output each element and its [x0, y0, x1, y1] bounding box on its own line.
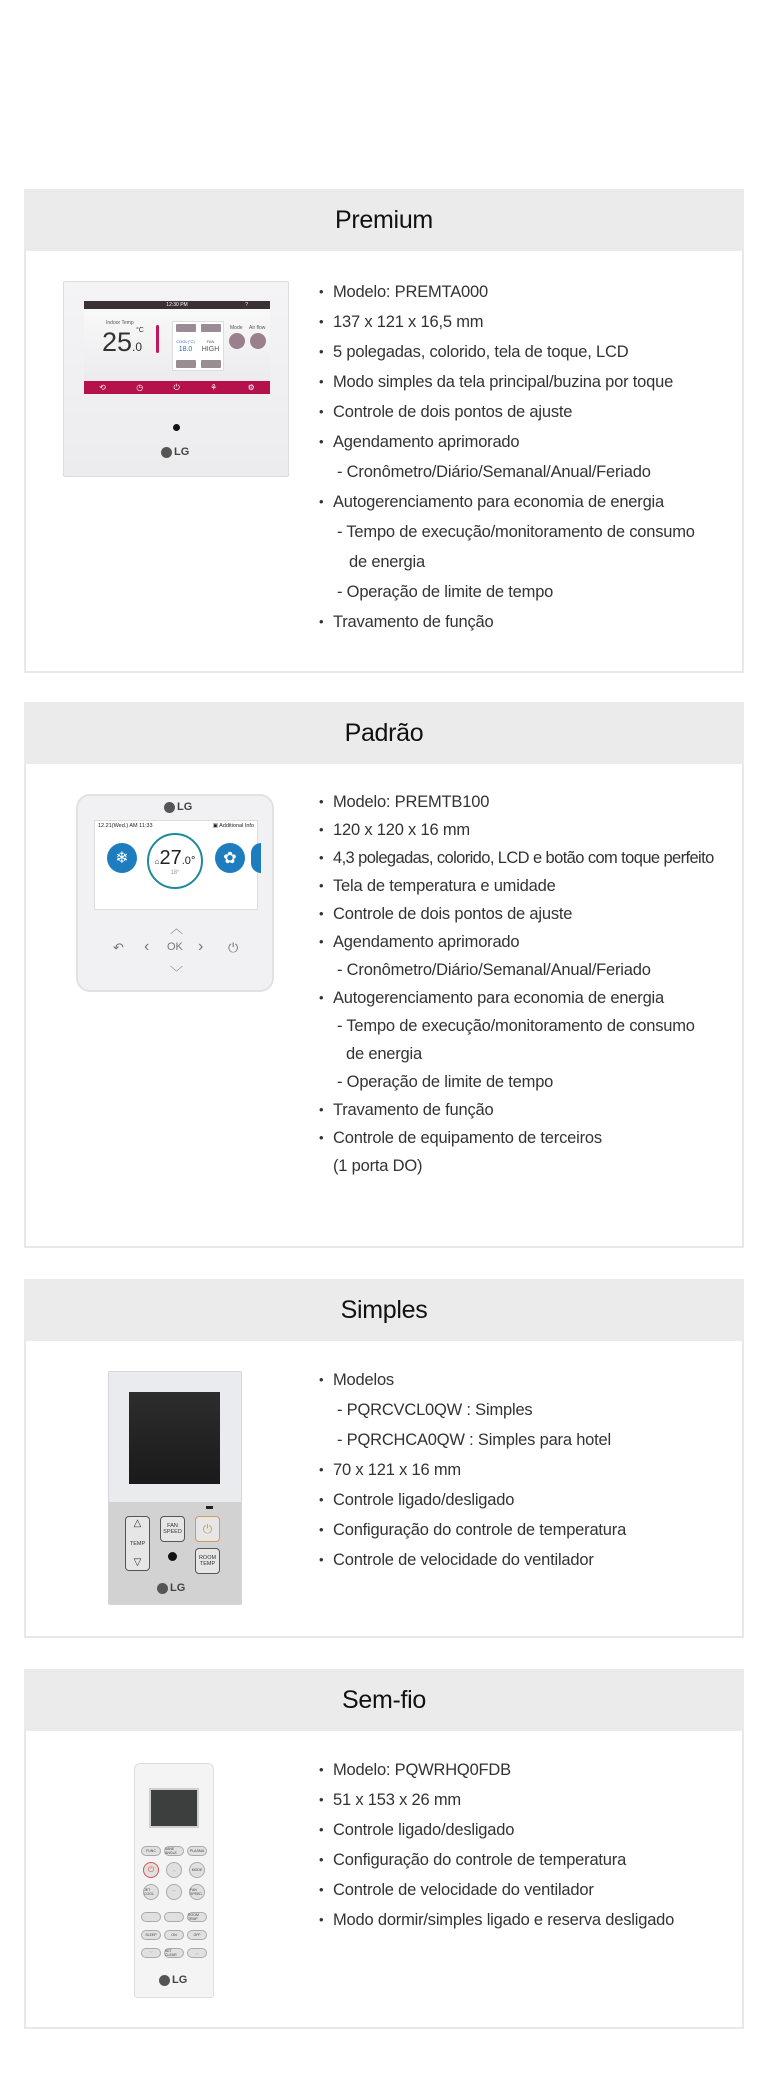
- power-button: ⏻: [195, 1516, 220, 1542]
- brand-label: LG: [170, 1582, 186, 1594]
- brand-label: LG: [174, 446, 190, 458]
- lg-logo: [159, 1974, 187, 1986]
- indicator-led: [206, 1506, 213, 1509]
- simple-controller-image: [108, 1371, 242, 1605]
- left-key: ‹: [144, 938, 150, 955]
- indoor-temp-label: Indoor Temp: [106, 320, 134, 326]
- temp-integer: 25: [102, 327, 133, 357]
- temp-up-button: ︿: [166, 1862, 182, 1878]
- spec-item: • 4,3 polegadas, colorido, LCD e botão com toque perfeito: [319, 844, 714, 872]
- settings-icon: ⚙: [247, 383, 255, 392]
- spec-continuation: (1 porta DO): [333, 1157, 423, 1175]
- brand-label: LG: [172, 1974, 188, 1986]
- section-premium: [24, 189, 744, 673]
- spec-item: • Modo dormir/simples ligado e reserva desligado: [319, 1905, 674, 1935]
- spec-item: • Controle de dois pontos de ajuste: [319, 900, 714, 928]
- timer-down-button: ﹀: [141, 1948, 161, 1958]
- plasma-button: PLASMA: [187, 1846, 207, 1856]
- timer-icon: ◷: [136, 383, 144, 392]
- additional-info: [213, 823, 254, 829]
- spec-continuation: de energia: [346, 1045, 422, 1063]
- temp-decimal: .0: [181, 854, 191, 867]
- spec-subitem: - Operação de limite de tempo: [337, 1073, 554, 1091]
- spec-item: • Tela de temperatura e umidade: [319, 872, 714, 900]
- lg-logo-icon: [161, 447, 172, 458]
- mode-button: MODE: [189, 1862, 205, 1878]
- spec-subitem: - Cronômetro/Diário/Semanal/Anual/Feriado: [337, 961, 651, 979]
- power-key: ⏻: [228, 940, 239, 955]
- temp-down-button: [176, 360, 196, 368]
- fan-setting: [202, 338, 220, 354]
- spec-item: • 5 polegadas, colorido, tela de toque, LCD: [319, 337, 695, 367]
- spec-item: • Modelo: PREMTA000: [319, 277, 695, 307]
- controller-screen: [94, 820, 258, 910]
- func-button: FUNC: [141, 1846, 161, 1856]
- set-clear-button: SET CLEAR: [164, 1948, 184, 1958]
- degree-symbol: °: [190, 854, 196, 867]
- section-header: [24, 189, 744, 251]
- snowflake-icon: ❄: [107, 843, 137, 873]
- spec-item: • Configuração do controle de temperatura: [319, 1515, 626, 1545]
- spec-item: • 51 x 153 x 26 mm: [319, 1785, 674, 1815]
- fan-up-button: [201, 324, 221, 332]
- section-title: Padrão: [344, 718, 424, 747]
- controller-screen: [129, 1392, 220, 1484]
- spec-list: [319, 1365, 626, 1575]
- timer-up-button: ︿: [187, 1948, 207, 1958]
- controller-screen: [84, 301, 270, 394]
- power-button: ⏻: [143, 1862, 159, 1878]
- off-button: OFF: [187, 1930, 207, 1940]
- spec-item: • Modelo: PQWRHQ0FDB: [319, 1755, 674, 1785]
- spec-list: [319, 1755, 674, 1935]
- temp-down-button: ﹀: [166, 1884, 182, 1900]
- lg-logo: [164, 801, 192, 813]
- spec-subitem: - PQRCVCL0QW : Simples: [337, 1401, 533, 1419]
- brand-label: LG: [177, 801, 193, 813]
- spec-list: [319, 788, 714, 1180]
- fan-label: FAN: [206, 339, 215, 344]
- spec-item: • 137 x 121 x 16,5 mm: [319, 307, 695, 337]
- spec-item: • Controle de equipamento de terceiros: [319, 1124, 714, 1152]
- spec-subitem: - Cronômetro/Diário/Semanal/Anual/Feriado: [337, 463, 651, 481]
- screen-time: 12:30 PM: [166, 302, 188, 308]
- spec-subitem: - Operação de limite de tempo: [337, 583, 554, 601]
- sensor-dot: [173, 424, 180, 431]
- back-key: ↶: [113, 940, 124, 955]
- room-temp-button: ROOM TEMP: [187, 1912, 207, 1922]
- spec-item: • Controle de velocidade do ventilador: [319, 1545, 626, 1575]
- jet-cool-button: JET COOL: [143, 1884, 159, 1900]
- next-mode-icon: [251, 843, 261, 873]
- set-temp-value: 18.0: [178, 346, 193, 353]
- vane-angle-button: VANE ANGLE: [164, 1846, 184, 1856]
- ok-key: OK: [167, 941, 183, 953]
- set-temp: [176, 338, 195, 354]
- lg-logo-icon: [159, 1975, 170, 1986]
- temp-decimal: .0: [132, 340, 143, 354]
- spec-item: • Autogerenciamento para economia de energia: [319, 984, 714, 1012]
- spec-item: • Travamento de função: [319, 1096, 714, 1124]
- spec-subitem: - Tempo de execução/monitoramento de consumo: [337, 523, 695, 541]
- section-header: [24, 702, 744, 764]
- humidity-value: 18°: [170, 869, 180, 876]
- temp-button: [125, 1516, 150, 1571]
- fan-speed-button: FAN SPEED: [160, 1516, 185, 1542]
- spec-item: • Modo simples da tela principal/buzina por toque: [319, 367, 695, 397]
- mode-label: Mode: [230, 325, 243, 331]
- screen-status-bar: [84, 301, 270, 309]
- temp-down-icon: ▽: [133, 1557, 142, 1568]
- section-sem-fio: [24, 1669, 744, 2029]
- thermometer-icon: [156, 325, 159, 353]
- standard-controller-image: [76, 794, 274, 992]
- spec-item: • 120 x 120 x 16 mm: [319, 816, 714, 844]
- help-icon: ?: [245, 302, 248, 308]
- on-button: ON: [164, 1930, 184, 1940]
- set-mode-label: COOL(°C): [176, 339, 195, 344]
- section-padrao: [24, 702, 744, 1248]
- swing-button: [141, 1912, 161, 1922]
- sensor-dot: [168, 1552, 177, 1561]
- button-panel: [109, 1502, 241, 1604]
- spec-item: • Modelos: [319, 1365, 626, 1395]
- section-header: [24, 1279, 744, 1341]
- spec-item: • Agendamento aprimorado: [319, 427, 695, 457]
- temperature-dial: [147, 833, 203, 889]
- keypad: [78, 918, 272, 988]
- down-key: ﹀: [170, 965, 184, 980]
- premium-controller-image: [63, 281, 289, 477]
- fan-icon: ✿: [215, 843, 245, 873]
- airflow-icon: [250, 333, 266, 349]
- up-key: ︿: [170, 921, 184, 936]
- section-simples: [24, 1279, 744, 1638]
- spec-item: • Modelo: PREMTB100: [319, 788, 714, 816]
- airflow-label: Air flow: [249, 325, 266, 331]
- fan-speed-button: FAN SPEED: [189, 1884, 205, 1900]
- lg-logo-icon: [157, 1583, 168, 1594]
- spec-item: • Travamento de função: [319, 607, 695, 637]
- screen-status-bar: [98, 823, 254, 829]
- spec-item: • Configuração do controle de temperatura: [319, 1845, 674, 1875]
- temp-unit: °C: [136, 327, 144, 334]
- spec-item: • 70 x 121 x 16 mm: [319, 1455, 626, 1485]
- screen-nav-bar: [84, 381, 270, 394]
- home-icon: ⌂: [154, 856, 160, 866]
- current-temp: [155, 847, 196, 870]
- info-label: Additional Info: [219, 823, 254, 829]
- spec-subitem: - Tempo de execução/monitoramento de consumo: [337, 1017, 695, 1035]
- spec-continuation: de energia: [349, 553, 425, 571]
- temp-label: TEMP: [129, 1540, 146, 1547]
- section-title: Sem-fio: [341, 1685, 427, 1714]
- setpoint-panel: [172, 321, 224, 371]
- indoor-temp-value: [102, 327, 142, 358]
- section-header: [24, 1669, 744, 1731]
- schedule-icon: ⟲: [99, 383, 106, 392]
- sleep-button: SLEEP: [141, 1930, 161, 1940]
- info-icon: ▣: [212, 823, 220, 829]
- power-icon: ⏻: [173, 382, 180, 392]
- spec-item: • Controle de velocidade do ventilador: [319, 1875, 674, 1905]
- spec-item: • Controle de dois pontos de ajuste: [319, 397, 695, 427]
- fan-down-button: [201, 360, 221, 368]
- section-title: Simples: [340, 1295, 428, 1324]
- spec-item: • Autogerenciamento para economia de energia: [319, 487, 695, 517]
- temp-up-icon: △: [133, 1518, 142, 1529]
- energy-icon: ⚘: [210, 383, 218, 392]
- spec-subitem: - PQRCHCA0QW : Simples para hotel: [337, 1431, 611, 1449]
- temp-up-button: [176, 324, 196, 332]
- temp-integer: 27: [159, 846, 182, 869]
- snowflake-icon: [229, 333, 245, 349]
- wireless-remote-image: [134, 1763, 214, 1998]
- lg-logo: [161, 446, 189, 458]
- remote-screen: [149, 1788, 199, 1828]
- room-temp-button: ROOM TEMP: [195, 1548, 220, 1574]
- section-title: Premium: [335, 205, 433, 234]
- spec-list: [319, 277, 695, 637]
- fan-value: HIGH: [201, 346, 220, 353]
- spec-item: • Controle ligado/desligado: [319, 1485, 626, 1515]
- screen-datetime: 12.21(Wed.) AM 11:33: [98, 823, 153, 829]
- spec-item: • Controle ligado/desligado: [319, 1815, 674, 1845]
- right-key: ›: [198, 938, 204, 955]
- spec-item: • Agendamento aprimorado: [319, 928, 714, 956]
- timer-button: [164, 1912, 184, 1922]
- lg-logo: [157, 1582, 185, 1594]
- lg-logo-icon: [164, 802, 175, 813]
